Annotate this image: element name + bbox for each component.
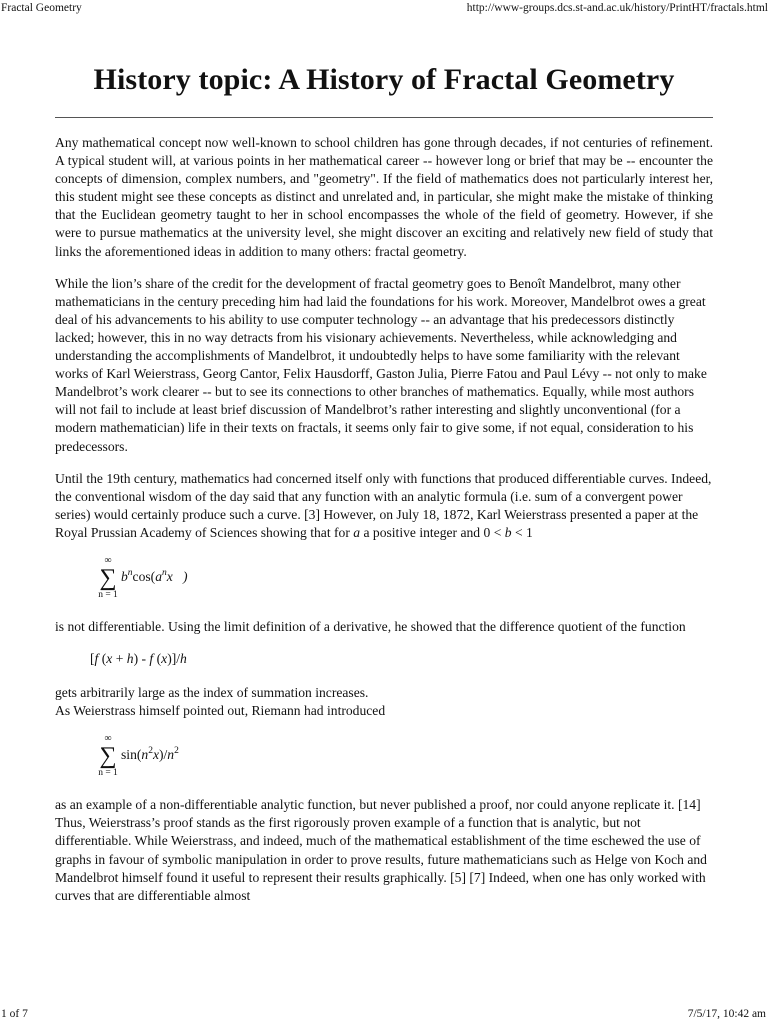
page-title: History topic: A History of Fractal Geometry xyxy=(93,63,675,96)
variable-b: b xyxy=(504,524,512,540)
header-url[interactable]: http://www-groups.dcs.st-and.ac.uk/history/PrintHT/fractals.html xyxy=(466,2,768,14)
paragraph-arbitrarily-large: gets arbitrarily large as the index of summation increases. xyxy=(55,685,369,701)
difference-quotient-formula: [f (x + h) - f (x)]/h xyxy=(90,651,187,667)
paragraph-text: < 1 xyxy=(511,524,533,540)
page-number: 1 of 7 xyxy=(1,1008,28,1020)
paragraph-text: a positive integer and 0 < xyxy=(360,524,505,540)
paragraph-not-differentiable: is not differentiable. Using the limit definition of a derivative, he showed that the difference quotient of the function xyxy=(55,618,686,634)
title-divider xyxy=(55,117,713,118)
summation-lower-limit: n = 1 xyxy=(98,768,118,779)
print-footer xyxy=(0,1006,768,1024)
paragraph-mandelbrot: While the lion’s share of the credit for the development of fractal geometry goes to Benoît Mandelbrot, many other mathematicians in the century preceding him had laid the foundations for his work. Moreover, Mandelbrot owes a great deal of his advancements to his ability to use computer technology -- an advantage that his predecessors distinctly lacked; however, this in no way detracts from his visionary achievements. Nevertheless, while acknowledging and understanding the accomplishments of Mandelbrot, it undoubtedly helps to have some familiarity with the relevant works of Karl Weierstrass, Georg Cantor, Felix Hausdorff, Gaston Julia, Pierre Fatou and Paul Lévy -- not only to make Mandelbrot’s work clearer -- but to see its connections to other branches of mathematics. Equally, while most authors will not fail to include at least brief discussion of Mandelbrot’s rather interesting and slightly unconventional (for a modern mathematician) life in their texts on fractals, it seems only fair to give some, if not equal, consideration to his predecessors. xyxy=(55,275,707,454)
paragraph-weierstrass xyxy=(55,470,713,542)
summation-upper-limit: ∞ xyxy=(104,554,112,566)
header-page-title: Fractal Geometry xyxy=(1,2,82,14)
summation-upper-limit: ∞ xyxy=(104,733,112,745)
print-timestamp: 7/5/17, 10:42 am xyxy=(687,1008,766,1020)
paragraph-intro: Any mathematical concept now well-known to school children has gone through decades, if not centuries of refinement. A typical student will, at various points in her mathematical career -- however long or brief that may be -- encounter the concepts of dimension, complex numbers, and "geometry". If the field of mathematics does not particularly interest her, this student might see these concepts as distinct and unrelated and, in particular, she might make the mistake of thinking that the Euclidean geometry taught to her in school encompasses the whole of the field of geometry. However, if she were to pursue mathematics at the university level, she might discover an exciting and relatively new field of study that links the aforementioned ideas in addition to many others: fractal geometry. xyxy=(55,135,713,259)
paragraph-text: Until the 19th century, mathematics had concerned itself only with functions that produced differentiable curves. Indeed, the conventional wisdom of the day said that any function with an analytic formula (i.e. sum of a convergent power series) would certainly produce such a curve. [3] However, on July 18, 1872, Karl Weierstrass presented a paper at the Royal Prussian Academy of Sciences showing that for xyxy=(55,470,712,540)
paragraph-non-differentiable-example: as an example of a non-differentiable analytic function, but never published a proof, nor could anyone replicate it. [14] Thus, Weierstrass’s proof stands as the first rigorously proven example of a function that is analytic, but not differentiable. While Weierstrass, and indeed, much of the mathematical establishment of the time eschewed the use of graphs in favour of symbolic manipulation in order to prove results, future mathematicians such as Helge von Koch and Mandelbrot himself found it useful to represent their results graphically. [5] [7] Indeed, when one has only worked with curves that are differentiable almost xyxy=(55,797,707,903)
variable-a: a xyxy=(353,524,361,540)
sigma-icon: ∑ xyxy=(99,564,117,591)
weierstrass-function-formula xyxy=(55,556,713,610)
summation-sign xyxy=(95,556,121,600)
print-header xyxy=(0,0,768,18)
riemann-term: $\sin(n^2x)/n^2$ xyxy=(121,746,179,763)
weierstrass-term: $b^n\cos(a^nx$ ) xyxy=(121,567,188,584)
paragraph-riemann-intro: As Weierstrass himself pointed out, Riemann had introduced xyxy=(55,703,386,719)
summation-sign xyxy=(95,734,121,778)
article-body xyxy=(55,134,713,919)
summation-lower-limit: n = 1 xyxy=(98,589,118,600)
riemann-function-formula xyxy=(55,734,713,788)
sigma-icon: ∑ xyxy=(99,743,117,770)
